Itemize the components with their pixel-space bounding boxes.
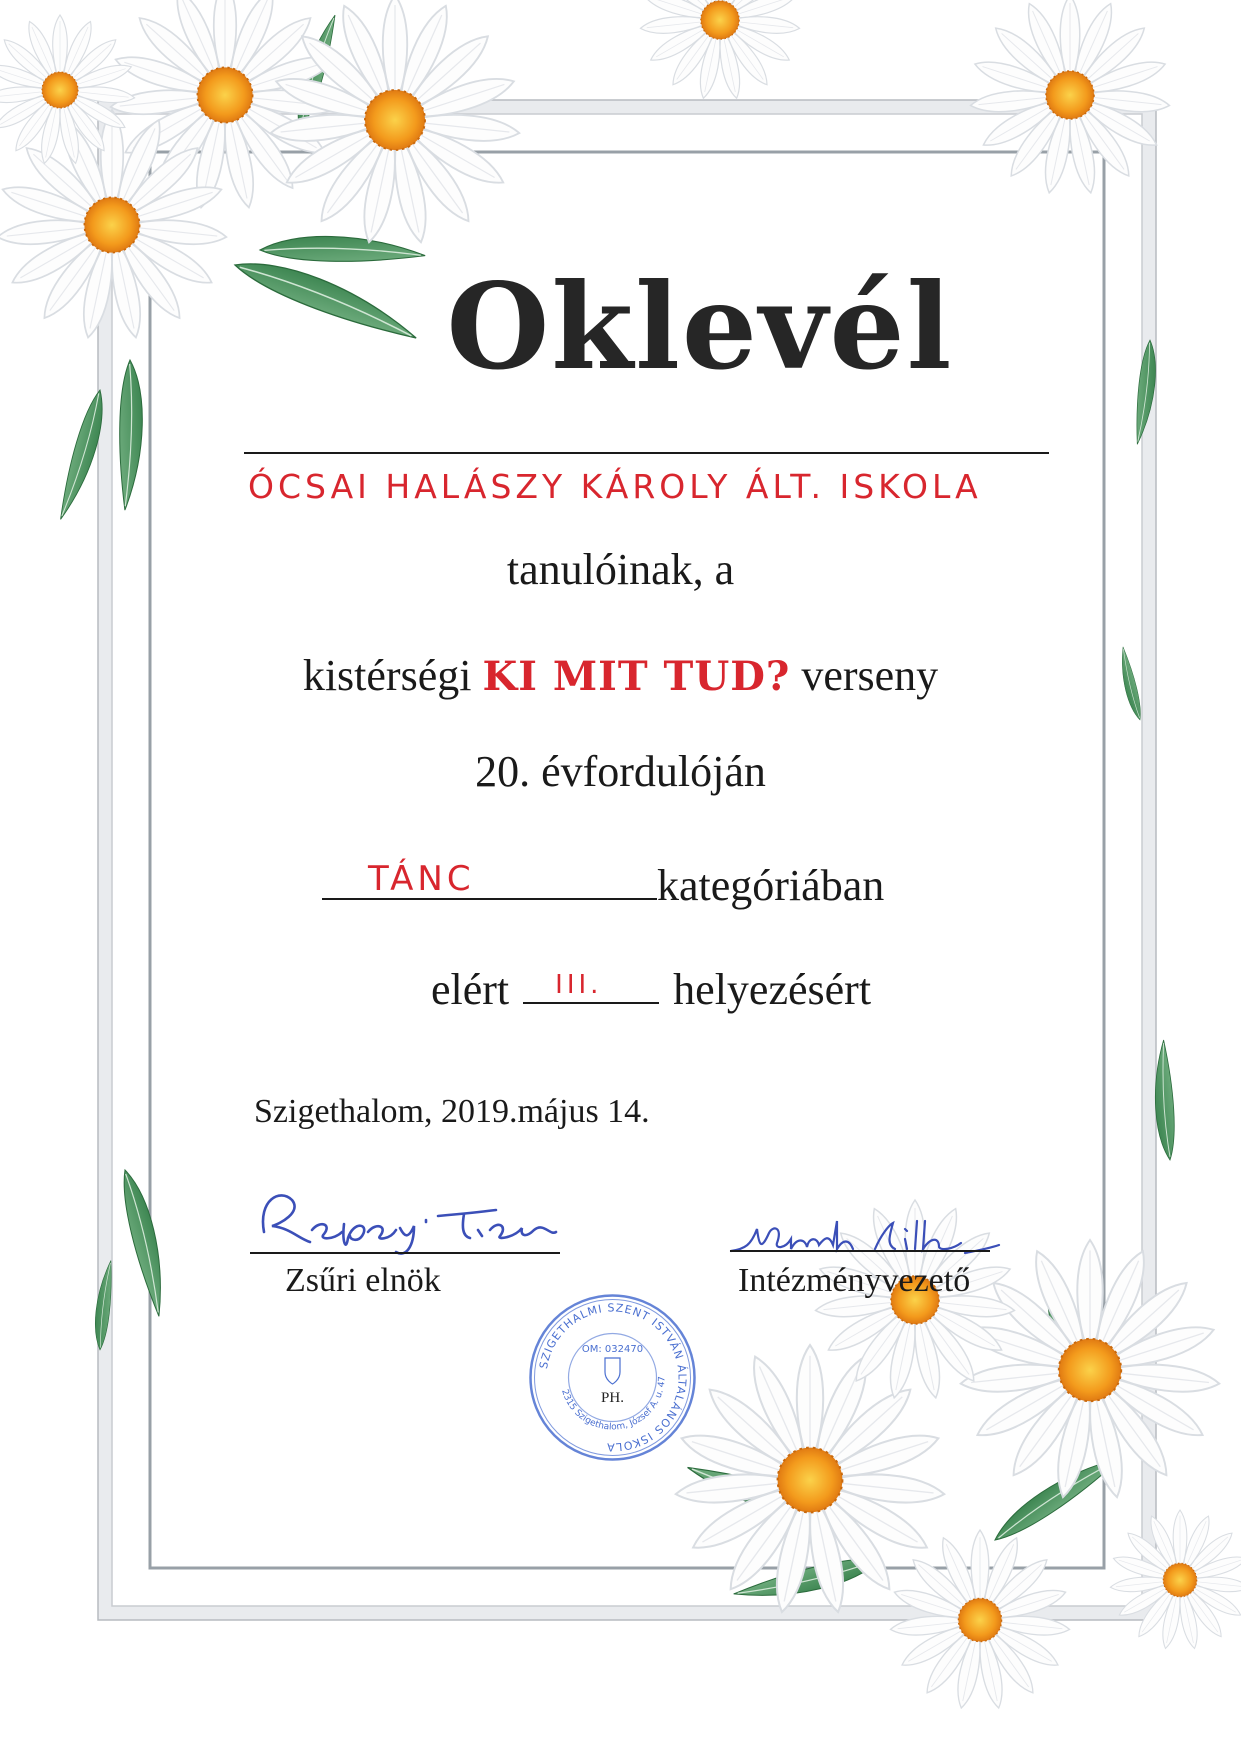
director-label: Intézményvezető (738, 1262, 971, 1299)
director-line (730, 1250, 990, 1252)
place-date: Szigethalom, 2019.május 14. (254, 1093, 650, 1130)
anniversary-line: 20. évfordulóján (475, 747, 766, 796)
school-stamp (525, 1290, 700, 1465)
placement-line (431, 962, 871, 1012)
category-value-handwritten: TÁNC (368, 859, 475, 899)
category-line (322, 858, 884, 908)
jury-president-line (250, 1252, 560, 1254)
event-prefix: kistérségi (302, 651, 472, 700)
event-suffix: verseny (801, 651, 939, 700)
placement-suffix: helyezésért (673, 965, 872, 1014)
category-suffix: kategóriában (657, 861, 885, 910)
jury-president-label: Zsűri elnök (285, 1262, 441, 1299)
stamp-address: 2315 Szigethalom, József A. u. 47 (559, 1376, 668, 1433)
placement-value-handwritten: III. (555, 970, 603, 1000)
school-underline (244, 452, 1049, 454)
event-name: KI MIT TUD? (482, 653, 791, 700)
school-name-handwritten: ÓCSAI HALÁSZY KÁROLY ÁLT. ISKOLA (248, 467, 982, 506)
director-signature (725, 1215, 1005, 1265)
placement-prefix: elért (431, 965, 510, 1014)
event-line (0, 651, 1241, 700)
jury-president-signature (250, 1180, 580, 1260)
certificate-title: Oklevél (446, 257, 954, 396)
recipient-suffix: tanulóinak, a (506, 545, 735, 594)
stamp-om: OM: 032470 (581, 1344, 644, 1355)
stamp-outer-text: SZIGETHALMI SZENT ISTVÁN ÁLTALÁNOS ISKOLA (537, 1301, 689, 1454)
stamp-center-text: PH. (601, 1390, 624, 1406)
placement-blank (523, 962, 659, 1004)
category-blank (322, 858, 657, 900)
